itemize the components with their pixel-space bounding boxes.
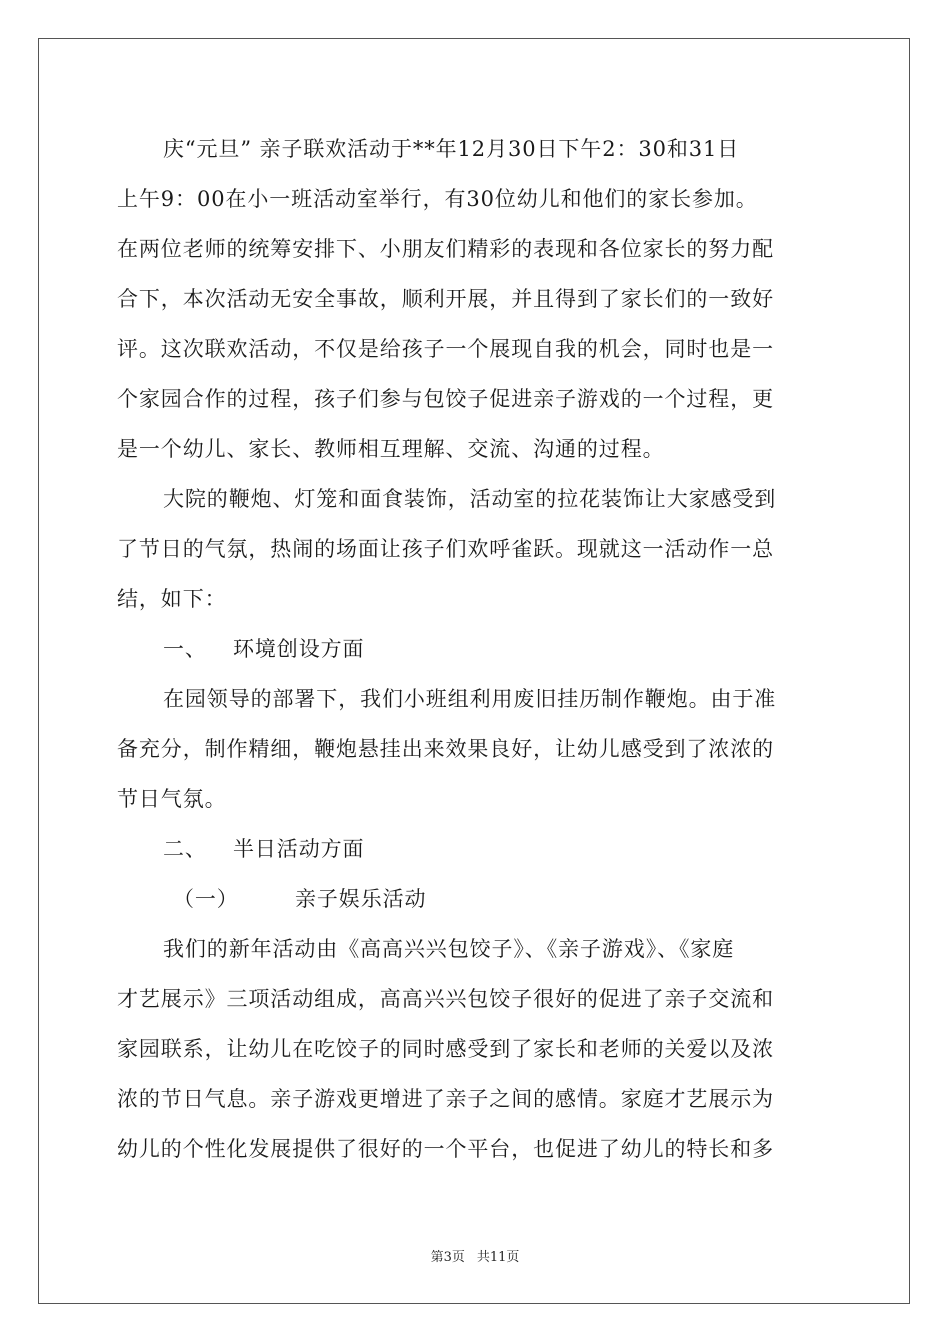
section-number: 一、 (163, 637, 207, 661)
section-heading-half-day (117, 824, 833, 874)
section-heading-environment (117, 624, 833, 674)
paragraph-line: 在两位老师的统筹安排下、小朋友们精彩的表现和各位家长的努力配 (117, 237, 774, 261)
paragraph-line: 上午9：00在小一班活动室举行，有30位幼儿和他们的家长参加。 (117, 187, 758, 211)
page-total: 共11页 (476, 1250, 520, 1265)
paragraph-line: 备充分，制作精细，鞭炮悬挂出来效果良好，让幼儿感受到了浓浓的 (117, 737, 774, 761)
paragraph-line: 节日气氛。 (117, 787, 227, 811)
section-title: 半日活动方面 (233, 837, 365, 861)
paragraph-line: 大院的鞭炮、灯笼和面食装饰，活动室的拉花装饰让大家感受到 (163, 487, 777, 511)
paragraph-line: 合下，本次活动无安全事故，顺利开展，并且得到了家长们的一致好 (117, 287, 774, 311)
paragraph-line: 幼儿的个性化发展提供了很好的一个平台，也促进了幼儿的特长和多 (117, 1137, 774, 1161)
paragraph-line: 个家园合作的过程，孩子们参与包饺子促进亲子游戏的一个过程，更 (117, 387, 774, 411)
paragraph-line: 在园领导的部署下，我们小班组利用废旧挂历制作鞭炮。由于准 (163, 687, 777, 711)
paragraph-line: 评。这次联欢活动，不仅是给孩子一个展现自我的机会，同时也是一 (117, 337, 774, 361)
section-title: 环境创设方面 (233, 637, 365, 661)
page-footer (0, 1246, 950, 1265)
subsection-heading (117, 874, 833, 924)
page-number: 第3页 (430, 1250, 465, 1265)
paragraph-line: 了节日的气氛，热闹的场面让孩子们欢呼雀跃。现就这一活动作一总 (117, 537, 774, 561)
paragraph-line: 结，如下： (117, 587, 227, 611)
document-body (117, 124, 833, 1174)
subsection-title: 亲子娱乐活动 (295, 887, 427, 911)
paragraph-line: 浓的节日气息。亲子游戏更增进了亲子之间的感情。家庭才艺展示为 (117, 1087, 774, 1111)
paragraph-line: 庆“元旦” 亲子联欢活动于**年12月30日下午2：30和31日 (163, 137, 740, 161)
paragraph-line: 是一个幼儿、家长、教师相互理解、交流、沟通的过程。 (117, 437, 665, 461)
subsection-number: （一） (173, 887, 239, 911)
paragraph-line: 家园联系，让幼儿在吃饺子的同时感受到了家长和老师的关爱以及浓 (117, 1037, 774, 1061)
paragraph-line: 我们的新年活动由《高高兴兴包饺子》、《亲子游戏》、《家庭 (163, 937, 735, 961)
paragraph-line: 才艺展示》三项活动组成，高高兴兴包饺子很好的促进了亲子交流和 (117, 987, 774, 1011)
section-number: 二、 (163, 837, 207, 861)
